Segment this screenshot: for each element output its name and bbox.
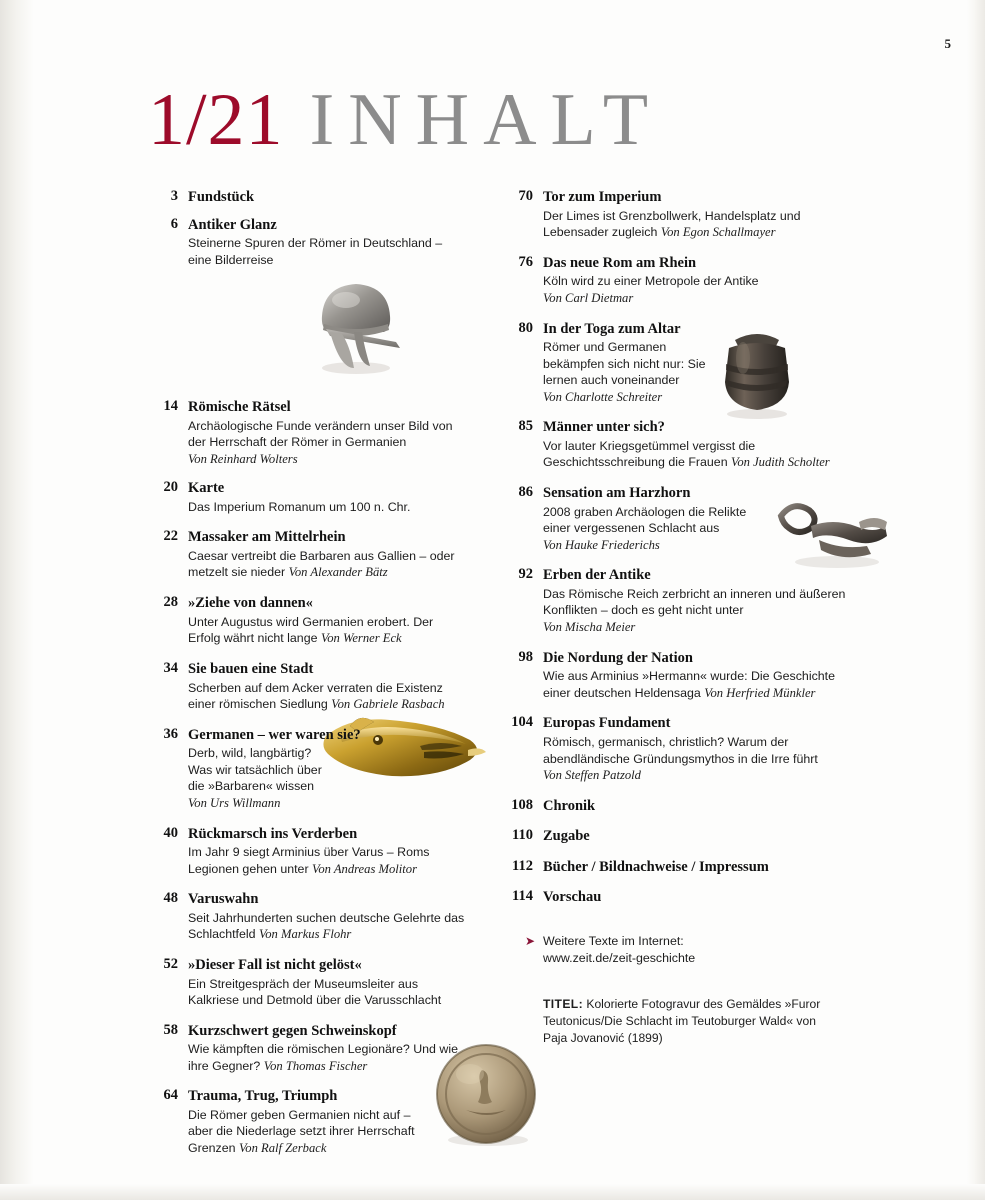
- toc-subtitle: Derb, wild, langbärtig? Was wir tatsächlich über die »Barbaren« wissen Von Urs Willmann: [188, 746, 322, 810]
- toc-author: Von Andreas Molitor: [312, 861, 417, 876]
- toc-title: Varuswahn: [188, 891, 259, 908]
- toc-title: Zugabe: [543, 828, 590, 845]
- toc-title: Tor zum Imperium: [543, 189, 662, 205]
- toc-author: Von Werner Eck: [320, 631, 402, 646]
- toc-subtitle: Caesar vertreibt die Barbaren aus Gallien – oder metzelt sie nieder Von Alexander Bätz: [188, 548, 455, 580]
- toc-subtitle: Römisch, germanisch, christlich? Warum der abendländische Gründungsmythos in die Irre führt Von Steffen Patzold: [543, 734, 858, 784]
- web-link-label: Weitere Texte im Internet:: [543, 933, 684, 948]
- toc-page-number: 86: [518, 484, 533, 501]
- toc-entry[interactable]: [148, 725, 361, 812]
- toc-title: »Ziehe von dannen«: [188, 595, 313, 612]
- toc-title: Rückmarsch ins Verderben: [188, 825, 358, 842]
- toc-page-number: 36: [163, 725, 178, 742]
- toc-title: Sensation am Harzhorn: [543, 485, 691, 502]
- toc-page-number: 6: [170, 215, 178, 232]
- toc-subtitle: Ein Streitgespräch der Museumsleiter aus Kalkriese und Detmold über die Varusschlacht: [188, 976, 442, 1008]
- toc-author: Von Reinhard Wolters: [188, 451, 298, 466]
- toc-entry[interactable]: [148, 479, 468, 515]
- toc-author: Von Gabriele Rasbach: [331, 697, 445, 712]
- toc-title: In der Toga zum Altar: [543, 320, 681, 337]
- toc-author: Von Steffen Patzold: [543, 768, 641, 783]
- folio-page-number: 5: [944, 36, 951, 51]
- masthead-title: INHALT: [309, 79, 663, 161]
- toc-title: Europas Fundament: [543, 715, 671, 732]
- contents-column-left: [148, 188, 468, 1170]
- toc-author: Von Alexander Bätz: [288, 565, 388, 580]
- toc-author: Von Markus Flohr: [258, 927, 352, 942]
- toc-page-number: 112: [512, 857, 533, 874]
- toc-page-number: 70: [518, 188, 533, 204]
- toc-title: Massaker am Mittelrhein: [188, 529, 346, 546]
- toc-entry[interactable]: [148, 594, 468, 647]
- toc-author: Von Hauke Friederichs: [543, 537, 660, 552]
- toc-entry[interactable]: [148, 890, 468, 943]
- arrow-right-icon: ➤: [525, 933, 536, 948]
- page-edge-shadow-right: [967, 0, 985, 1200]
- toc-page-number: 58: [163, 1021, 178, 1038]
- toc-subtitle: Das Römische Reich zerbricht an inneren und äußeren Konflikten – doch es geht nicht unter Von Mischa Meier: [543, 586, 858, 636]
- toc-author: Von Carl Dietmar: [543, 290, 634, 305]
- masthead: [148, 78, 848, 161]
- toc-page-number: 80: [518, 319, 533, 336]
- toc-title: Das neue Rom am Rhein: [543, 254, 697, 271]
- toc-subtitle: Römer und Germanen bekämpfen sich nicht nur: Sie lernen auch voneinander Von Charlotte Schreiter: [543, 339, 708, 405]
- toc-title: Germanen – wer waren sie?: [188, 726, 361, 743]
- toc-subtitle: Köln wird zu einer Metropole der Antike Von Carl Dietmar: [543, 273, 858, 306]
- toc-title: Karte: [188, 480, 225, 497]
- toc-subtitle: Die Römer geben Germanien nicht auf – aber die Niederlage setzt ihrer Herrschaft Grenzen Von Ralf Zerback: [188, 1107, 415, 1155]
- toc-entry[interactable]: [503, 827, 858, 846]
- toc-entry[interactable]: [503, 566, 858, 635]
- toc-title: Kurzschwert gegen Schweinskopf: [188, 1022, 397, 1039]
- toc-entry[interactable]: [148, 825, 468, 878]
- toc-entry[interactable]: [148, 1087, 438, 1156]
- toc-page-number: 108: [511, 796, 533, 813]
- toc-subtitle: Seit Jahrhunderten suchen deutsche Gelehrte das Schlachtfeld Von Markus Flohr: [188, 910, 465, 942]
- toc-entry[interactable]: [503, 320, 708, 406]
- toc-title: »Dieser Fall ist nicht gelöst«: [188, 957, 362, 974]
- toc-entry[interactable]: [503, 714, 858, 783]
- cover-credit-label: TITEL:: [543, 997, 584, 1012]
- toc-page-number: 20: [163, 479, 178, 496]
- toc-author: Von Mischa Meier: [543, 619, 636, 634]
- toc-subtitle: Vor lauter Kriegsgetümmel vergisst die Geschichtsschreibung die Frauen Von Judith Scholter: [543, 438, 830, 470]
- toc-title: Römische Rätsel: [188, 399, 291, 416]
- toc-entry[interactable]: [503, 888, 858, 907]
- toc-author: Von Ralf Zerback: [238, 1140, 327, 1155]
- toc-subtitle: Archäologische Funde verändern unser Bild von der Herrschaft der Römer in Germanien Von Reinhard Wolters: [188, 418, 468, 468]
- contents-column-right: [503, 188, 858, 1046]
- toc-title: Bücher / Bildnachweise / Impressum: [543, 858, 769, 875]
- toc-author: Von Charlotte Schreiter: [543, 389, 663, 404]
- toc-page-number: 28: [163, 594, 178, 611]
- toc-subtitle: Das Imperium Romanum um 100 n. Chr.: [188, 499, 411, 514]
- toc-page-number: 114: [512, 888, 533, 905]
- web-link-note[interactable]: [503, 933, 858, 966]
- toc-subtitle: Wie aus Arminius »Hermann« wurde: Die Geschichte einer deutschen Heldensaga Von Herfried Münkler: [543, 669, 835, 700]
- toc-entry[interactable]: [503, 649, 858, 702]
- toc-page-number: 64: [163, 1087, 178, 1104]
- toc-page-number: 14: [163, 398, 178, 415]
- toc-author: Von Herfried Münkler: [704, 685, 816, 700]
- toc-subtitle: Unter Augustus wird Germanien erobert. Der Erfolg währt nicht lange Von Werner Eck: [188, 614, 434, 646]
- toc-title: Chronik: [543, 797, 596, 814]
- toc-entry[interactable]: [148, 216, 468, 269]
- toc-page-number: 3: [170, 188, 178, 204]
- toc-author: Von Egon Schallmayer: [660, 225, 776, 240]
- toc-entry[interactable]: [503, 797, 858, 816]
- toc-page-number: 85: [518, 418, 533, 435]
- toc-entry[interactable]: [503, 254, 858, 307]
- toc-entry[interactable]: [148, 398, 468, 467]
- page-edge-shadow-left: [0, 0, 34, 1200]
- page-edge-shadow-bottom: [0, 1184, 985, 1200]
- toc-entry[interactable]: [503, 418, 858, 471]
- toc-page-number: 22: [163, 528, 178, 545]
- toc-entry[interactable]: [503, 188, 858, 241]
- toc-page-number: 104: [511, 714, 533, 731]
- toc-author: Von Urs Willmann: [188, 795, 281, 810]
- toc-author: Von Judith Scholter: [731, 455, 830, 470]
- toc-page-number: 34: [163, 659, 178, 676]
- toc-entry[interactable]: [148, 956, 468, 1009]
- toc-entry[interactable]: [148, 1022, 468, 1075]
- toc-page-number: 110: [512, 827, 533, 844]
- toc-page-number: 40: [163, 824, 178, 841]
- toc-title: Trauma, Trug, Triumph: [188, 1088, 338, 1105]
- toc-title: Sie bauen eine Stadt: [188, 660, 314, 677]
- toc-title: Vorschau: [543, 889, 602, 906]
- cover-credit-text: Kolorierte Fotogravur des Gemäldes »Furor Teutonicus/Die Schlacht im Teutoburger Wald« von Paja Jovanović (1899): [543, 997, 821, 1045]
- toc-title: Antiker Glanz: [188, 216, 277, 233]
- toc-subtitle: Im Jahr 9 siegt Arminius über Varus – Roms Legionen gehen unter Von Andreas Molitor: [188, 845, 430, 876]
- toc-entry[interactable]: [148, 528, 468, 581]
- toc-title: Männer unter sich?: [543, 419, 665, 436]
- toc-page-number: 52: [163, 956, 178, 973]
- cover-credit: [503, 996, 833, 1046]
- toc-subtitle: Der Limes ist Grenzbollwerk, Handelsplatz und Lebensader zugleich Von Egon Schallmayer: [543, 208, 801, 240]
- toc-page-number: 92: [518, 566, 533, 583]
- toc-title: Die Nordung der Nation: [543, 649, 693, 666]
- issue-number: 1/21: [148, 79, 284, 161]
- toc-subtitle: Steinerne Spuren der Römer in Deutschland – eine Bilderreise: [188, 236, 443, 267]
- toc-author: Von Thomas Fischer: [263, 1058, 368, 1073]
- toc-subtitle: Wie kämpften die römischen Legionäre? Und wie ihre Gegner? Von Thomas Fischer: [188, 1042, 458, 1073]
- toc-page-number: 98: [518, 648, 533, 665]
- toc-page-number: 48: [163, 890, 178, 907]
- toc-entry[interactable]: [148, 660, 468, 713]
- toc-entry[interactable]: [503, 858, 858, 877]
- toc-title: Erben der Antike: [543, 567, 651, 584]
- toc-entry[interactable]: [503, 484, 753, 553]
- toc-page-number: 76: [518, 253, 533, 270]
- toc-title: Fundstück: [188, 189, 255, 205]
- toc-subtitle: 2008 graben Archäologen die Relikte einer vergessenen Schlacht aus Von Hauke Friederichs: [543, 504, 753, 554]
- web-link-url[interactable]: www.zeit.de/zeit-geschichte: [543, 950, 696, 965]
- toc-entry[interactable]: [148, 188, 468, 207]
- toc-subtitle: Scherben auf dem Acker verraten die Existenz einer römischen Siedlung Von Gabriele Rasbach: [188, 680, 445, 712]
